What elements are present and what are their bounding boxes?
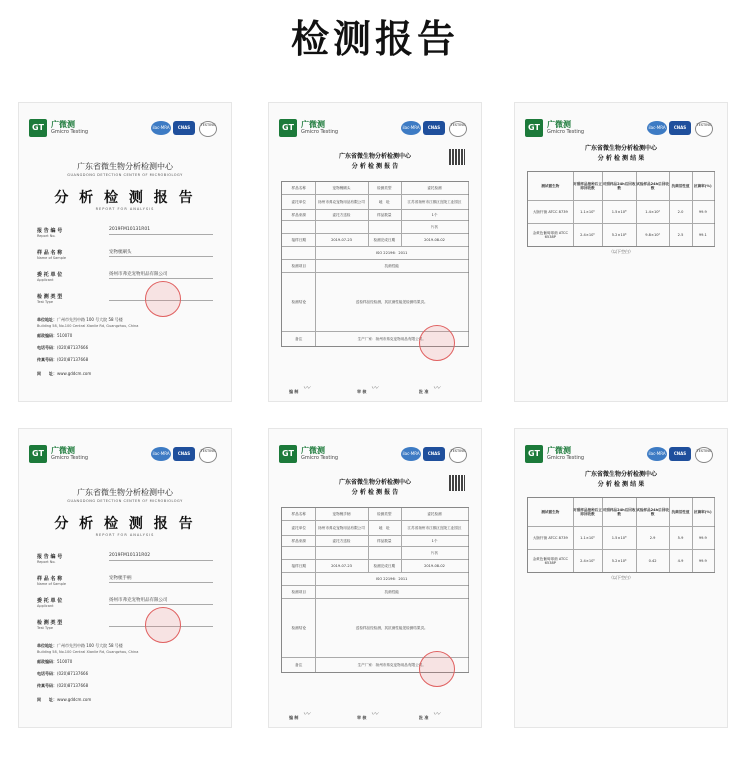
fax-value: (020)87137668 [57,683,89,688]
table-cell: 检测项目 [282,586,316,598]
applicant-value: 扬州市弗克宠物用品有限公司 [109,597,213,605]
results-row [528,527,714,550]
fax-line [37,357,217,363]
test-type-label-en: Test Type [37,300,54,304]
table-cell: 接样日期 [282,560,316,572]
sample-label-en: Name of Sample [37,582,67,586]
accreditation-marks [401,121,471,137]
detail-report-heading: 分 析 检 测 报 告 [351,163,399,170]
sample-value: 宠物梳手柄 [109,575,213,583]
page-title: 检测报告 [290,17,459,61]
column-header: 试验样品24h后回收数 [636,498,670,526]
accreditation-marks [647,447,717,463]
table-row [282,599,468,658]
test-type-label-en: Test Type [37,626,54,630]
report-no-label: 报 告 编 号 [37,228,63,234]
ilac-mra-icon: ilac-MRA [647,447,667,461]
report-heading: 分 析 检 测 报 告 [54,190,196,206]
table-cell: 委托检测 [401,508,469,520]
table-cell: 样品名称 [282,508,316,520]
report-heading-en: REPORT FOR ANALYSIS [95,207,155,211]
handwritten-signature: 〰 [303,710,310,718]
signature-label: 编 制 [289,389,299,394]
results-cell: 99.9 [692,201,715,223]
address-en: Building 58, No.100 Central Xianlie Rd, Guangzhou, China [37,324,139,328]
table-cell: 样品数量 [368,536,402,546]
handwritten-signature: 〰 [371,384,378,392]
table-row [282,547,468,560]
detail-table [281,181,469,347]
detail-table [281,507,469,673]
column-header: 测试微生物 [528,172,574,200]
cnas-icon: CNAS [669,447,691,461]
column-header: 对照样品接种后立即回收数 [573,172,604,200]
column-header: 抗菌率(%) [692,498,715,526]
tel-label: 电话号码： [37,345,57,350]
table-cell: 地 址 [368,521,402,535]
results-cell: 大肠杆菌 ATCC 8739 [528,201,574,223]
table-cell: 扬州市弗克宠物用品有限公司 [315,521,368,535]
results-header-row [528,172,714,201]
org-name-en: GUANGDONG DETECTION CENTER OF MICROBIOLOGY [67,499,183,503]
red-seal-stamp [145,607,181,643]
tel-label: 电话号码： [37,671,57,676]
results-row [528,224,714,246]
column-header: 试验样品24h后回收数 [636,172,670,200]
table-cell: 2019-08-02 [401,560,469,572]
results-cell: 2.0 [669,201,692,223]
tel-line [37,345,217,351]
fax-line [37,683,217,689]
results-cell: 2.4×10⁵ [573,550,604,572]
table-cell: 检测完成日期 [368,560,402,572]
report-no-label-en: Report No. [37,234,56,238]
table-cell: 片状 [401,547,469,559]
gmicro-logo-icon: GT [525,445,543,463]
logo-cn: 广微测 [51,120,75,129]
results-cell: 99.9 [692,527,715,549]
accreditation-marks [151,121,221,137]
web-label: 网 址： [37,697,57,702]
gmicro-logo-icon: GT [29,119,47,137]
sheet-header [29,119,221,139]
table-cell [315,221,368,233]
logo-en: Gmicro Testing [547,455,585,461]
table-cell: 抗菌性能 [315,586,469,598]
ilac-mra-icon: ilac-MRA [151,447,171,461]
logo-en: Gmicro Testing [51,129,89,135]
table-cell: 检测完成日期 [368,234,402,246]
addr-line [37,643,217,649]
postcode-value: 510070 [57,659,73,664]
sheet-header [279,445,471,465]
table-cell [315,547,368,559]
postcode-label: 邮政编码： [37,333,57,338]
applicant-label: 委 托 单 位 [37,598,63,604]
detail-org-heading: 广东省微生物分析检测中心 [338,479,411,486]
table-cell: 委托单位 [282,521,316,535]
table-cell: 2019-08-02 [401,234,469,246]
results-org-heading: 广东省微生物分析检测中心 [584,145,657,152]
testing-mark-icon: TESTING [449,447,467,463]
results-cell: 2.9 [636,527,670,549]
results-cell: 5.2×10⁴ [602,550,636,572]
qr-code-icon [449,475,465,491]
results-cell: 2.4×10⁵ [573,224,604,246]
table-cell: 扬州市弗克宠物用品有限公司 [315,195,368,209]
ilac-mra-icon: ilac-MRA [401,447,421,461]
table-row [282,573,468,586]
results-cell: 大肠杆菌 ATCC 8739 [528,527,574,549]
qr-code-icon [449,149,465,165]
column-header: 抗菌率(%) [692,172,715,200]
signature-label: 审 核 [357,389,367,394]
cnas-icon: CNAS [423,447,445,461]
logo-en: Gmicro Testing [301,455,339,461]
fax-label: 传真号码： [37,683,57,688]
postcode-line [37,659,217,665]
column-header: 抗菌活性值 [669,172,692,200]
org-name: 广东省微生物分析检测中心 [77,488,173,497]
test-type-label: 检 测 类 型 [37,620,63,626]
testing-mark-icon: TESTING [449,121,467,137]
signature-label: 审 核 [357,715,367,720]
table-cell: 检测类型 [368,508,402,520]
table-cell: 检测结论 [282,599,316,657]
logo-cn: 广微测 [547,446,571,455]
red-seal-stamp [419,651,455,687]
results-row [528,550,714,572]
gmicro-logo-icon: GT [279,445,297,463]
applicant-label: 委 托 单 位 [37,272,63,278]
test-type-label: 检 测 类 型 [37,294,63,300]
column-header: 抗菌活性值 [669,498,692,526]
results-row [528,201,714,224]
logo-cn: 广微测 [301,120,325,129]
tel-value: (020)87137666 [57,671,89,676]
table-cell: 委托方送检 [315,210,368,220]
testing-mark-icon: TESTING [695,121,713,137]
web-value: www.gddcm.com [57,697,92,702]
report-page [514,428,728,728]
table-cell: ISO 22196：2011 [315,247,469,259]
table-row [282,234,468,247]
table-cell: 1个 [401,536,469,546]
results-cell: 2.5 [669,224,692,246]
accreditation-marks [647,121,717,137]
table-cell: 抗菌性能 [315,260,469,272]
addr-label: 单位地址： [37,643,57,648]
address-en: Building 58, No.100 Central Xianlie Rd, Guangzhou, China [37,650,139,654]
applicant-label-en: Applicant [37,278,54,282]
table-cell: 1个 [401,210,469,220]
addr-label: 单位地址： [37,317,57,322]
table-row [282,536,468,547]
results-cell: 5.2×10⁴ [602,224,636,246]
table-cell: 样品来源 [282,210,316,220]
postcode-value: 510070 [57,333,73,338]
cnas-icon: CNAS [173,447,195,461]
report-no-label: 报 告 编 号 [37,554,63,560]
results-cell: 1.5×10⁶ [602,527,636,549]
report-heading-en: REPORT FOR ANALYSIS [95,533,155,537]
table-cell: 送检样品经检测，其抗菌性能见检测结果页。 [315,273,469,331]
table-row [282,182,468,195]
detail-report-heading: 分 析 检 测 报 告 [351,489,399,496]
gmicro-logo-icon: GT [29,445,47,463]
results-cell: 4.9 [669,550,692,572]
logo-cn: 广微测 [51,446,75,455]
table-row [282,260,468,273]
column-header: 测试微生物 [528,498,574,526]
results-cell: 金黄色葡萄球菌 ATCC 6538P [528,550,574,572]
results-cell: 5.9 [669,527,692,549]
results-org-heading: 广东省微生物分析检测中心 [584,471,657,478]
addr-value: 广州市先烈中路 100 号大院 58 号楼 [57,643,123,648]
signature-label: 批 准 [419,715,429,720]
table-cell: 委托单位 [282,195,316,209]
results-cell: 99.1 [692,224,715,246]
ilac-mra-icon: ilac-MRA [401,121,421,135]
sample-label: 样 品 名 称 [37,250,63,256]
table-cell: 备注 [282,332,316,346]
table-cell: 备注 [282,658,316,672]
applicant-label-en: Applicant [37,604,54,608]
handwritten-signature: 〰 [371,710,378,718]
results-table [527,497,715,573]
table-row [282,521,468,536]
postcode-label: 邮政编码： [37,659,57,664]
logo-en: Gmicro Testing [547,129,585,135]
table-cell: 片状 [401,221,469,233]
table-row [282,508,468,521]
table-cell [368,221,402,233]
report-page [18,428,232,728]
report-page [18,102,232,402]
testing-mark-icon: TESTING [695,447,713,463]
report-page [514,102,728,402]
table-row [282,195,468,210]
table-cell [282,221,316,233]
table-cell [368,547,402,559]
addr-line [37,317,217,323]
table-cell: 地 址 [368,195,402,209]
table-cell: 宠物梳手柄 [315,508,368,520]
report-no-value: 2019FM10131R02 [109,553,213,561]
testing-mark-icon: TESTING [199,121,217,137]
cnas-icon: CNAS [173,121,195,135]
results-header-row [528,498,714,527]
table-cell: 2019-07-23 [315,234,368,246]
fax-label: 传真号码： [37,357,57,362]
table-cell [282,573,316,585]
results-heading: 分 析 检 测 结 果 [597,155,645,162]
testing-mark-icon: TESTING [199,447,217,463]
org-name: 广东省微生物分析检测中心 [77,162,173,171]
table-cell: 样品名称 [282,182,316,194]
table-cell [282,247,316,259]
results-cell: 金黄色葡萄球菌 ATCC 6538P [528,224,574,246]
web-value: www.gddcm.com [57,371,92,376]
results-cell: 1.1×10⁵ [573,201,604,223]
handwritten-signature: 〰 [303,384,310,392]
accreditation-marks [151,447,221,463]
table-cell: 2019-07-23 [315,560,368,572]
table-cell: 生产厂家：扬州市弗克宠物用品有限公司。 [315,332,469,346]
tel-line [37,671,217,677]
sheet-header [525,445,717,465]
logo-cn: 广微测 [301,446,325,455]
column-header: 对照样品24h后回收数 [602,498,636,526]
table-cell: 送检样品经检测，其抗菌性能见检测结果页。 [315,599,469,657]
results-cell: 1.4×10² [636,201,670,223]
accreditation-marks [401,447,471,463]
table-cell: 样品来源 [282,536,316,546]
results-cell: 0.42 [636,550,670,572]
handwritten-signature: 〰 [433,384,440,392]
web-label: 网 址： [37,371,57,376]
detail-org-heading: 广东省微生物分析检测中心 [338,153,411,160]
applicant-value: 扬州市弗克宠物用品有限公司 [109,271,213,279]
sheet-header [279,119,471,139]
ilac-mra-icon: ilac-MRA [647,121,667,135]
web-line [37,697,217,703]
table-cell: 样品数量 [368,210,402,220]
web-line [37,371,217,377]
sheet-header [29,445,221,465]
end-note: （以下空白） [609,249,633,254]
signature-label: 编 制 [289,715,299,720]
table-cell: 生产厂家：扬州市弗克宠物用品有限公司。 [315,658,469,672]
report-no-label-en: Report No. [37,560,56,564]
report-no-value: 2019FM10131R01 [109,227,213,235]
table-cell: 检测类型 [368,182,402,194]
results-table [527,171,715,247]
sample-label: 样 品 名 称 [37,576,63,582]
postcode-line [37,333,217,339]
handwritten-signature: 〰 [433,710,440,718]
sheet-header [525,119,717,139]
red-seal-stamp [419,325,455,361]
gmicro-logo-icon: GT [279,119,297,137]
table-cell: 江苏省扬州市江都区宜陵工业园区 [401,521,469,535]
results-heading: 分 析 检 测 结 果 [597,481,645,488]
column-header: 对照样品接种后立即回收数 [573,498,604,526]
table-cell: 委托检测 [401,182,469,194]
cnas-icon: CNAS [669,121,691,135]
table-row [282,221,468,234]
table-cell: 宠物梳刷头 [315,182,368,194]
tel-value: (020)87137666 [57,345,89,350]
end-note: （以下空白） [609,575,633,580]
table-row [282,560,468,573]
logo-en: Gmicro Testing [51,455,89,461]
table-cell: 江苏省扬州市江都区宜陵工业园区 [401,195,469,209]
table-cell: 委托方送检 [315,536,368,546]
table-row [282,210,468,221]
sample-label-en: Name of Sample [37,256,67,260]
cnas-icon: CNAS [423,121,445,135]
report-page [268,102,482,402]
fax-value: (020)87137668 [57,357,89,362]
results-cell: 1.1×10⁵ [573,527,604,549]
table-cell: 检测项目 [282,260,316,272]
table-cell: 检测结论 [282,273,316,331]
results-cell: 1.5×10⁶ [602,201,636,223]
logo-en: Gmicro Testing [301,129,339,135]
gmicro-logo-icon: GT [525,119,543,137]
sample-value: 宠物梳刷头 [109,249,213,257]
ilac-mra-icon: ilac-MRA [151,121,171,135]
results-cell: 9.8×10² [636,224,670,246]
addr-value: 广州市先烈中路 100 号大院 58 号楼 [57,317,123,322]
table-cell: 接样日期 [282,234,316,246]
column-header: 对照样品24h后回收数 [602,172,636,200]
results-cell: 99.9 [692,550,715,572]
table-row [282,247,468,260]
red-seal-stamp [145,281,181,317]
org-name-en: GUANGDONG DETECTION CENTER OF MICROBIOLOGY [67,173,183,177]
table-row [282,273,468,332]
report-page [268,428,482,728]
signature-label: 批 准 [419,389,429,394]
table-row [282,586,468,599]
logo-cn: 广微测 [547,120,571,129]
table-cell: ISO 22196：2011 [315,573,469,585]
table-cell [282,547,316,559]
report-heading: 分 析 检 测 报 告 [54,516,196,532]
